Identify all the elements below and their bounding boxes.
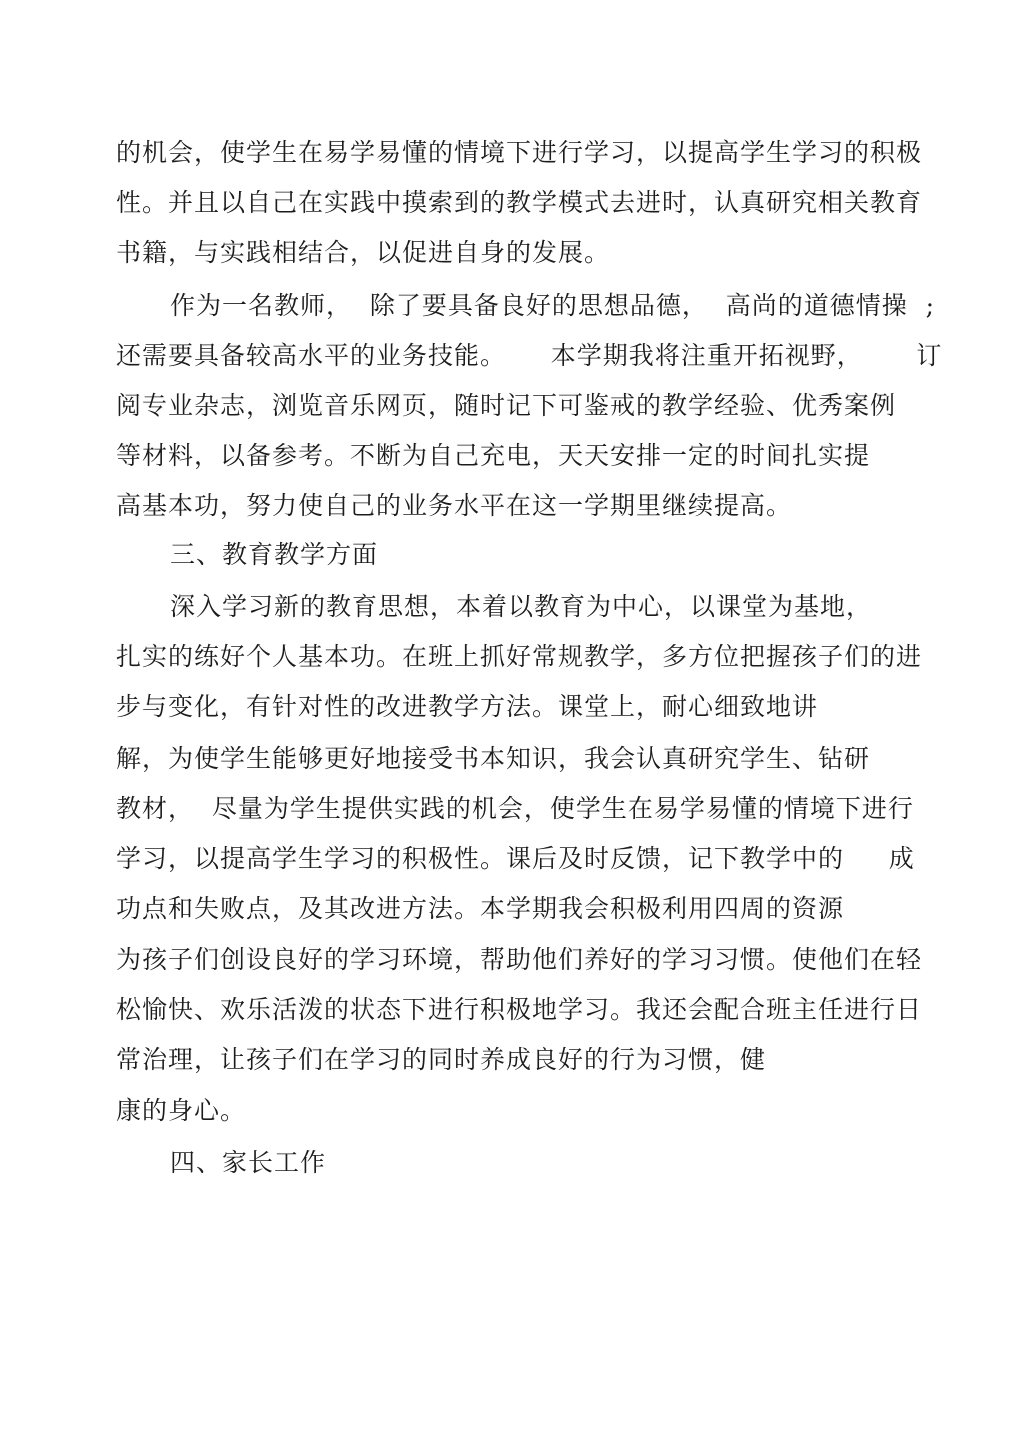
text-line: 康的身心。 — [116, 1096, 247, 1125]
text-line: 等材料，以备参考。不断为自己充电，天天安排一定的时间扎实提 — [116, 441, 871, 470]
text-line: 为孩子们创设良好的学习环境，帮助他们养好的学习习惯。使他们在轻 — [116, 945, 923, 974]
text-line: 松愉快、欢乐活泼的状态下进行积极地学习。我还会配合班主任进行日 — [116, 995, 923, 1024]
text-line: 常治理，让孩子们在学习的同时养成良好的行为习惯，健 — [116, 1045, 767, 1074]
text-line: 功点和失败点，及其改进方法。本学期我会积极利用四周的资源 — [116, 894, 845, 923]
text-line: 性。并且以自己在实践中摸索到的教学模式去进时，认真研究相关教育 — [116, 188, 923, 217]
text-line: 扎实的练好个人基本功。在班上抓好常规教学，多方位把握孩子们的进 — [116, 642, 923, 671]
section-heading: 三、教育教学方面 — [170, 540, 379, 569]
text-line: 解，为使学生能够更好地接受书本知识，我会认真研究学生、钻研 — [116, 744, 871, 773]
text-line: 的机会，使学生在易学易懂的情境下进行学习，以提高学生学习的积极 — [116, 138, 923, 167]
text-line: 作为一名教师， 除了要具备良好的思想品德， 高尚的道德情操 ; — [170, 291, 936, 320]
text-line: 书籍，与实践相结合，以促进自身的发展。 — [116, 238, 611, 267]
text-line: 高基本功，努力使自己的业务水平在这一学期里继续提高。 — [116, 491, 793, 520]
text-line: 步与变化，有针对性的改进教学方法。课堂上，耐心细致地讲 — [116, 692, 819, 721]
text-line: 深入学习新的教育思想，本着以教育为中心，以课堂为基地， — [170, 592, 873, 621]
text-line: 阅专业杂志，浏览音乐网页，随时记下可鉴戒的教学经验、优秀案例 — [116, 391, 897, 420]
text-line: 还需要具备较高水平的业务技能。 本学期我将注重开拓视野， 订 — [116, 341, 943, 370]
text-line: 学习，以提高学生学习的积极性。课后及时反馈，记下教学中的 成 — [116, 844, 915, 873]
text-line: 教材， 尽量为学生提供实践的机会，使学生在易学易懂的情境下进行 — [116, 794, 914, 823]
section-heading: 四、家长工作 — [170, 1148, 327, 1177]
